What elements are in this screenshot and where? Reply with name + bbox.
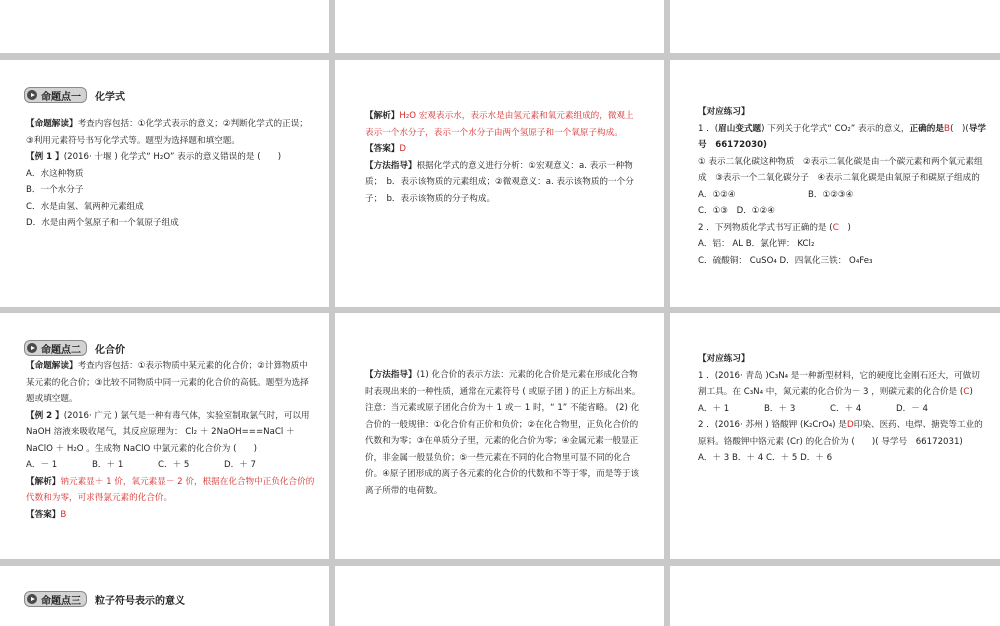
slide-body	[26, 358, 315, 523]
topic-title: 化学式	[95, 91, 125, 103]
slide-body	[698, 104, 986, 269]
slide-method-2	[335, 313, 664, 559]
slide-bottom-right	[670, 566, 1000, 626]
practice-heading: 【对应练习】	[698, 107, 750, 117]
method-paragraph: 【方法指导】(1) 化合价的表示方法：元素的化合价是元素在形成化合物时表现出来的一种性质，通常在元素符号 ( 或原子团 ) 的正上方标出来。注意：当元素或原子团化合价为＋ 1 或－ 1 时，“ 1” 不能省略。 (2) 化合价的一般规律：①化合价有正价和负价；②在化合物里，正负化合价的代数和为零；③在单质分子里，元素的化合价为零；④金属元素一般显正价，非金属一般显负价；⑤一些元素在不同的化合物里可显不同的化合价。④原子团形成的离子各元素的化合价的代数和不等于零，而是等于该离子所带的电荷数。	[365, 370, 641, 496]
answer-mark: B	[943, 123, 951, 134]
slide-body	[365, 367, 642, 499]
practice-1-options: A．＋ 1 B．＋ 3 C．＋ 4 D．－ 4	[698, 403, 929, 414]
option-c: C．水是由氢、氧两种元素组成	[26, 201, 144, 212]
practice-question-1: 1 ．(2016· 青岛 )C₃N₄ 是一种新型材料，它的硬度比金刚石还大，可做切割工具。在 C₃N₄ 中，氮元素的化合价为－ 3 ，则碳元素的化合价是 (C)	[698, 370, 980, 397]
play-triangle-icon	[27, 594, 37, 604]
play-triangle-icon	[27, 343, 37, 353]
slide-topic-3	[0, 566, 329, 626]
analysis-paragraph: 【解析】H₂O 宏观表示水，表示水是由氢元素和氧元素组成的，微观上表示一个水分子，表示一个水分子由两个氢原子和一个氧原子构成。	[365, 111, 634, 138]
practice-heading: 【对应练习】	[698, 354, 750, 364]
example-options: A．－ 1 B．＋ 1 C．＋ 5 D．＋ 7	[26, 460, 257, 470]
reading-paragraph: 【命题解读】考查内容包括：①表示物质中某元素的化合价；②计算物质中某元素的化合价；③比较不同物质中同一元素的化合价的高低。题型为选择题或填空题。	[26, 361, 309, 404]
practice-2-options: A．＋ 3 B．＋ 4 C．＋ 5 D．＋ 6	[698, 453, 833, 463]
answer-line: 【答案】B	[26, 509, 67, 520]
slide-body	[698, 351, 986, 467]
slide-body	[26, 116, 315, 232]
option-d: D．水是由两个氢原子和一个氧原子组成	[26, 218, 179, 228]
practice-statements: ① 表示二氧化碳这种物质 ②表示二氧化碳是由一个碳元素和两个氧元素组成 ③表示一个二氧化碳分子 ④表示二氧化碳是由氧原子和碳原子组成的	[698, 156, 983, 183]
slide-practice-2	[670, 313, 1000, 559]
topic-title: 化合价	[95, 344, 125, 356]
slide-top-left	[0, 0, 329, 53]
slide-topic-1	[0, 60, 329, 307]
topic-tag: 命题点二 化合价	[24, 340, 125, 356]
answer-mark: C	[832, 222, 839, 233]
practice-question-1: 1 ．(眉山变式题) 下列关于化学式“ CO₂” 表示的意义，正确的是B( )(导学号 66172030)	[698, 123, 986, 150]
topic-tag: 命题点一 化学式	[24, 87, 125, 103]
practice-options-cd: C．①③ D．①②④	[698, 206, 775, 216]
option-b: B．一个水分子	[26, 185, 84, 195]
topic-title: 粒子符号表示的意义	[95, 595, 185, 607]
play-triangle-icon	[27, 90, 37, 100]
example-question: 【例 1 】(2016· 十堰 ) 化学式“ H₂O” 表示的意义错误的是 ( )	[26, 152, 282, 162]
example-question: 【例 2 】(2016· 广元 ) 氯气是一种有毒气体，实验室制取氯气时，可以用 NaOH 溶液来吸收尾气，其反应原理为： Cl₂ ＋ 2NaOH===NaCl ＋ NaClO ＋ H₂O 。生成物 NaClO 中氯元素的化合价为 ( )	[26, 410, 310, 454]
practice-2-options-cd: C．硫酸铜： CuSO₄ D．四氧化三铁： O₄Fe₃	[698, 255, 873, 266]
option-a: A．水这种物质	[26, 168, 84, 179]
answer-line: 【答案】D	[365, 144, 407, 154]
slide-analysis-1	[335, 60, 664, 307]
practice-question-2: 2 ．(2016· 苏州 ) 铬酸钾 (K₂CrO₄) 是D印染、医药、电焊、搪瓷等工业的原料。铬酸钾中铬元素 (Cr) 的化合价为 ( )( 导学号 66172031)	[698, 420, 983, 447]
practice-2-options-ab: A．铝： AL B．氯化钾： KCl₂	[698, 239, 815, 249]
practice-question-2: 2 ．下列物质化学式书写正确的是 (C )	[698, 222, 851, 233]
answer-mark: D	[846, 420, 854, 430]
slide-practice-1	[670, 60, 1000, 307]
slide-top-middle	[335, 0, 664, 53]
slide-bottom-middle	[335, 566, 664, 626]
practice-options-ab: A．①②④ B．①②③④	[698, 189, 854, 200]
analysis-paragraph: 【解析】钠元素显＋ 1 价，氧元素显－ 2 价，根据在化合物中正负化合价的代数和为零，可求得氯元素的化合价。	[26, 476, 315, 503]
topic-tag: 命题点三 粒子符号表示的意义	[24, 591, 185, 607]
slide-top-right	[670, 0, 1000, 53]
answer-mark: C	[963, 387, 970, 397]
reading-paragraph: 【命题解读】考查内容包括：①化学式表示的意义；②判断化学式的正误；③利用元素符号书写化学式等。题型为选择题和填空题。	[26, 119, 308, 146]
method-paragraph: 【方法指导】根据化学式的意义进行分析：①宏观意义：a. 表示一种物质； b．表示该物质的元素组成；②微观意义：a. 表示该物质的一个分子； b．表示该物质的分子构成。	[365, 160, 634, 204]
slide-topic-2	[0, 313, 329, 559]
slide-body	[365, 108, 642, 207]
